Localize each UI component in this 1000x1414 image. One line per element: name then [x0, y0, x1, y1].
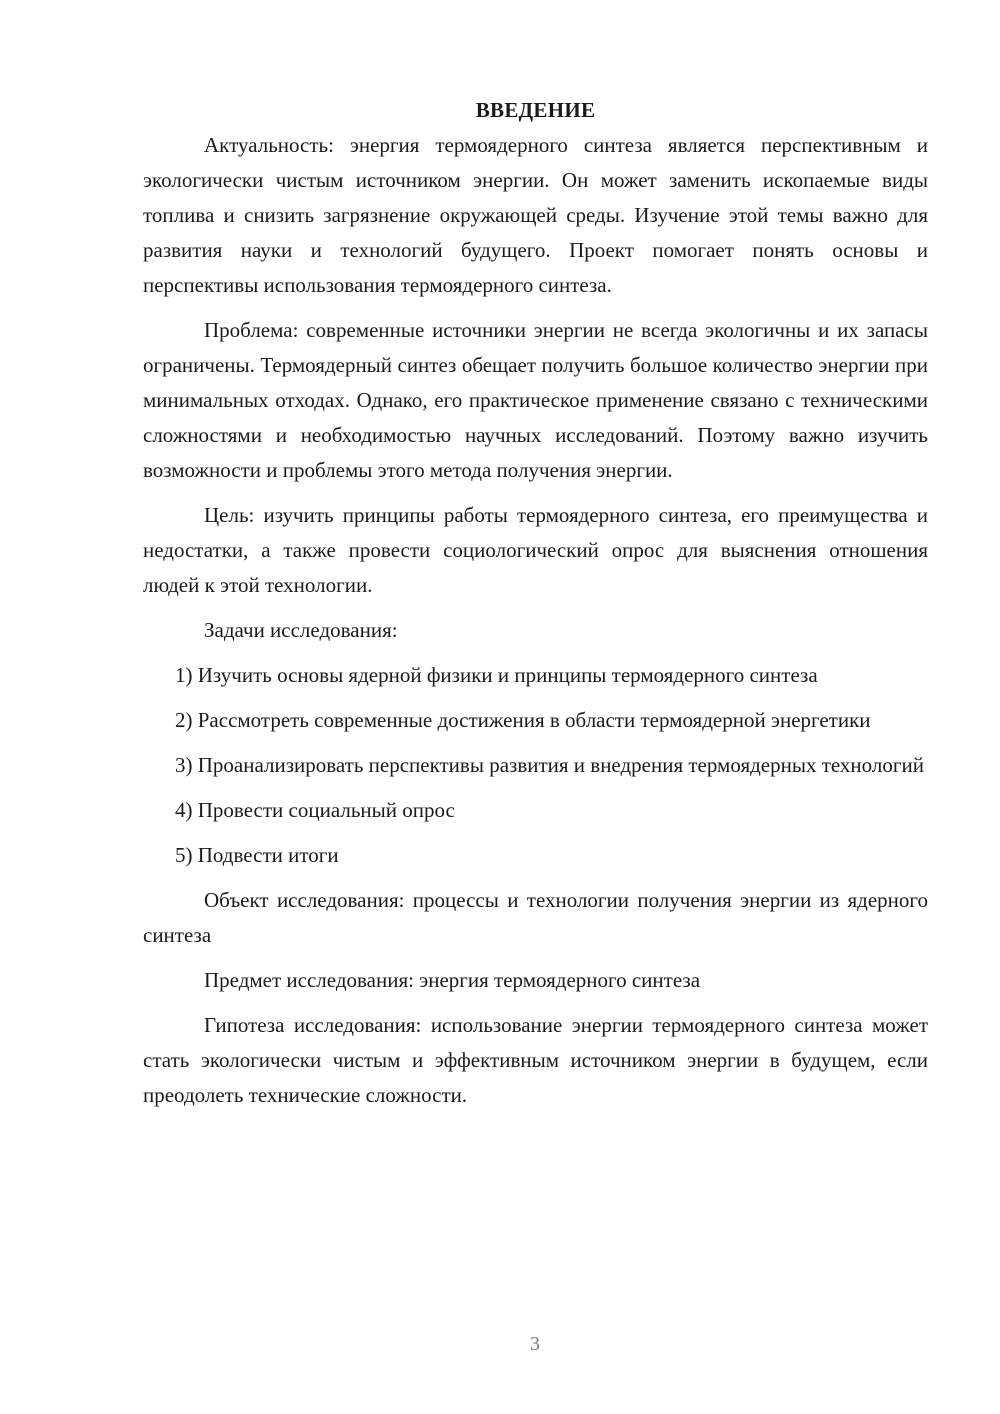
paragraph-hypothesis: Гипотеза исследования: использование энергии термоядерного синтеза может стать экологически чистым и эффективным источником энергии в будущем, если преодолеть технические сложности.: [143, 1013, 928, 1107]
page-title: ВВЕДЕНИЕ: [475, 98, 596, 122]
paragraph-object: Объект исследования: процессы и технологии получения энергии из ядерного синтеза: [143, 888, 928, 947]
task-item-3: 3) Проанализировать перспективы развития и внедрения термоядерных технологий: [175, 753, 924, 777]
paragraph-relevance: Актуальность: энергия термоядерного синтеза является перспективным и экологически чистым источником энергии. Он может заменить ископаемые виды топлива и снизить загрязнение окружающей среды. Изучение этой темы важно для развития науки и технологий будущего. Проект помогает понять основы и перспективы использования термоядерного синтеза.: [143, 133, 928, 297]
task-item-4: 4) Провести социальный опрос: [175, 798, 455, 822]
paragraph-goal: Цель: изучить принципы работы термоядерного синтеза, его преимущества и недостатки, а также провести социологический опрос для выяснения отношения людей к этой технологии.: [143, 503, 928, 597]
task-item-1: 1) Изучить основы ядерной физики и принципы термоядерного синтеза: [175, 663, 818, 687]
document-body: [143, 93, 928, 1113]
task-item-5: 5) Подвести итоги: [175, 843, 339, 867]
tasks-heading: Задачи исследования:: [204, 618, 398, 642]
page-number: 3: [530, 1333, 540, 1355]
paragraph-subject: Предмет исследования: энергия термоядерного синтеза: [204, 968, 701, 992]
task-item-2: 2) Рассмотреть современные достижения в области термоядерной энергетики: [175, 708, 871, 732]
paragraph-problem: Проблема: современные источники энергии не всегда экологичны и их запасы ограничены. Термоядерный синтез обещает получить большое количество энергии при минимальных отходах. Однако, его практическое применение связано с техническими сложностями и необходимостью научных исследований. Поэтому важно изучить возможности и проблемы этого метода получения энергии.: [143, 318, 928, 482]
